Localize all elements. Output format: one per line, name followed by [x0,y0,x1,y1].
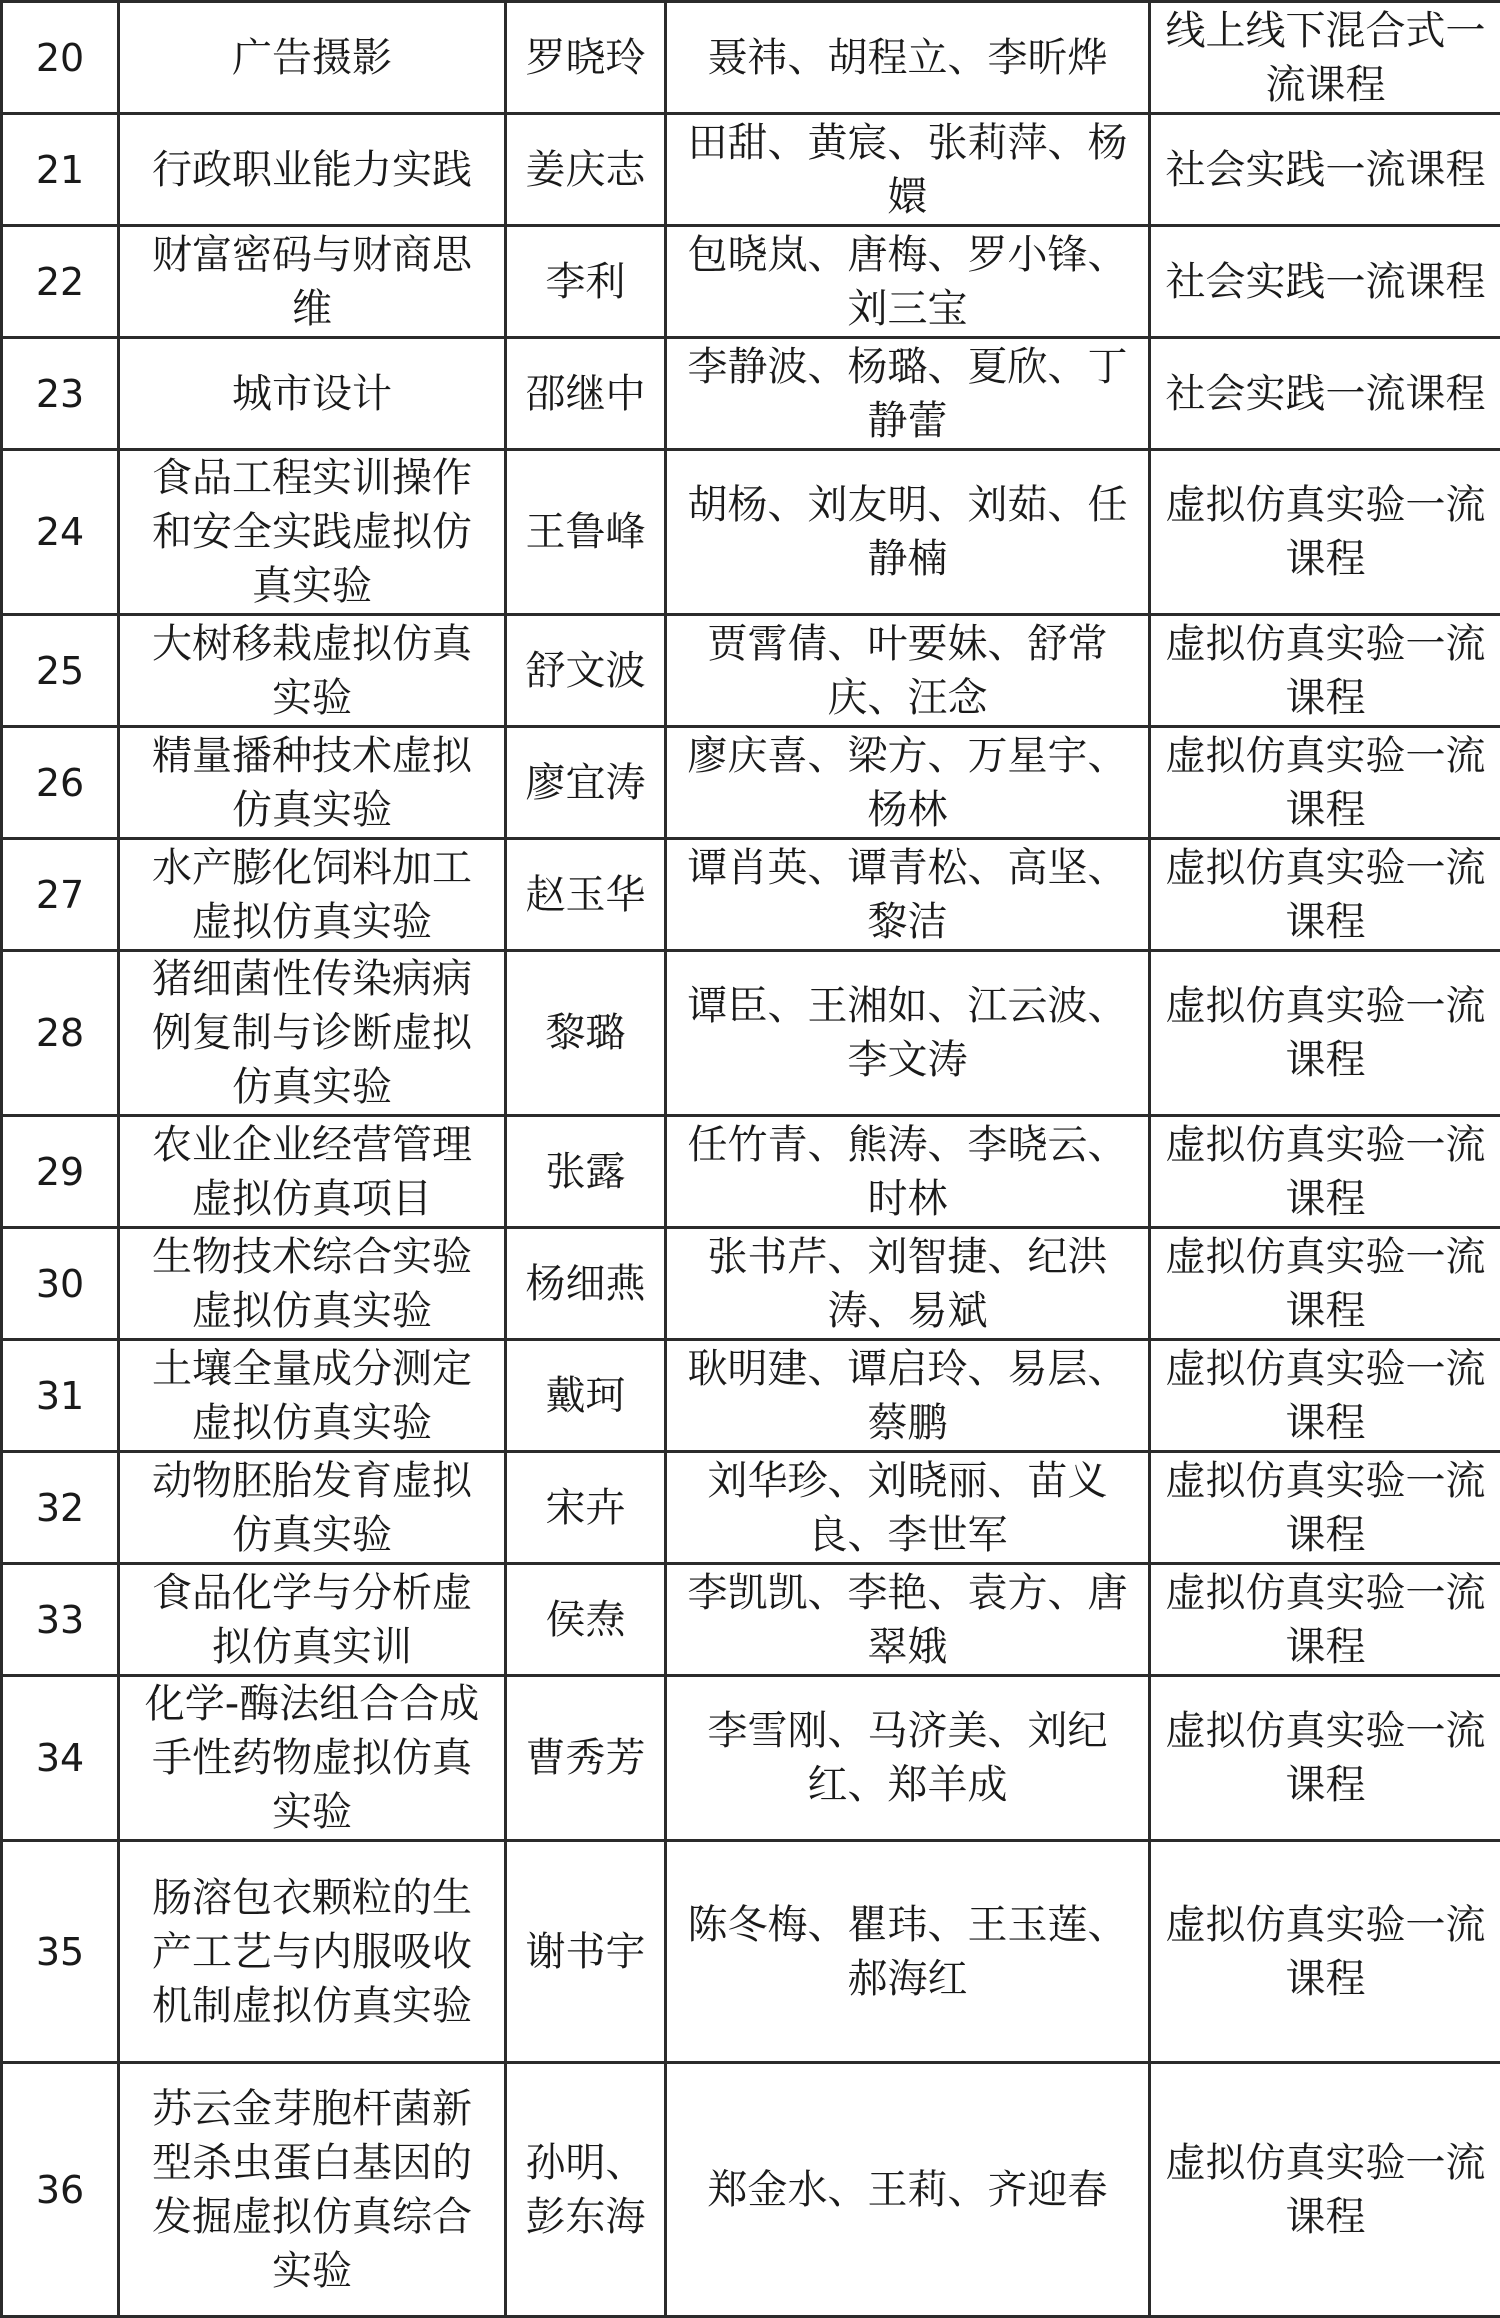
course-category: 虚拟仿真实验一流课程 [1150,839,1500,951]
course-category: 虚拟仿真实验一流课程 [1150,2063,1500,2317]
table-row [2,839,1500,951]
table-row [2,338,1500,450]
team-members: 李凯凯、李艳、袁方、唐翠娥 [666,1564,1150,1676]
course-category: 虚拟仿真实验一流课程 [1150,1676,1500,1841]
table-row [2,226,1500,338]
course-category: 社会实践一流课程 [1150,114,1500,226]
team-members: 田甜、黄宸、张莉萍、杨嬛 [666,114,1150,226]
row-number: 22 [2,226,119,338]
course-leader: 舒文波 [506,615,666,727]
course-name: 大树移栽虚拟仿真实验 [119,615,506,727]
team-members: 贾霄倩、叶要妹、舒常庆、汪念 [666,615,1150,727]
row-number: 20 [2,2,119,114]
course-category: 虚拟仿真实验一流课程 [1150,1841,1500,2063]
table-row [2,1116,1500,1228]
course-leader: 黎璐 [506,951,666,1116]
row-number: 36 [2,2063,119,2317]
course-category: 虚拟仿真实验一流课程 [1150,727,1500,839]
course-name: 农业企业经营管理虚拟仿真项目 [119,1116,506,1228]
row-number: 34 [2,1676,119,1841]
table-row [2,951,1500,1116]
table-row [2,1340,1500,1452]
row-number: 26 [2,727,119,839]
course-leader: 戴珂 [506,1340,666,1452]
team-members: 谭臣、王湘如、江云波、李文涛 [666,951,1150,1116]
course-table-body [2,2,1500,2317]
course-leader: 宋卉 [506,1452,666,1564]
row-number: 35 [2,1841,119,2063]
team-members: 李静波、杨璐、夏欣、丁静蕾 [666,338,1150,450]
row-number: 21 [2,114,119,226]
course-name: 土壤全量成分测定虚拟仿真实验 [119,1340,506,1452]
course-leader: 孙明、彭东海 [506,2063,666,2317]
course-leader: 杨细燕 [506,1228,666,1340]
course-name: 食品化学与分析虚拟仿真实训 [119,1564,506,1676]
course-leader: 张露 [506,1116,666,1228]
row-number: 27 [2,839,119,951]
table-row [2,615,1500,727]
course-category: 虚拟仿真实验一流课程 [1150,951,1500,1116]
row-number: 33 [2,1564,119,1676]
course-category: 线上线下混合式一流课程 [1150,2,1500,114]
course-leader: 王鲁峰 [506,450,666,615]
table-row [2,1228,1500,1340]
course-category: 虚拟仿真实验一流课程 [1150,1116,1500,1228]
course-name: 猪细菌性传染病病例复制与诊断虚拟仿真实验 [119,951,506,1116]
course-category: 虚拟仿真实验一流课程 [1150,1452,1500,1564]
team-members: 廖庆喜、梁方、万星宇、杨林 [666,727,1150,839]
team-members: 李雪刚、马济美、刘纪红、郑羊成 [666,1676,1150,1841]
course-name: 肠溶包衣颗粒的生产工艺与内服吸收机制虚拟仿真实验 [119,1841,506,2063]
team-members: 郑金水、王莉、齐迎春 [666,2063,1150,2317]
table-row [2,1676,1500,1841]
row-number: 23 [2,338,119,450]
course-leader: 赵玉华 [506,839,666,951]
course-category: 社会实践一流课程 [1150,338,1500,450]
course-category: 虚拟仿真实验一流课程 [1150,615,1500,727]
course-category: 虚拟仿真实验一流课程 [1150,1228,1500,1340]
team-members: 张书芹、刘智捷、纪洪涛、易斌 [666,1228,1150,1340]
course-name: 苏云金芽胞杆菌新型杀虫蛋白基因的发掘虚拟仿真综合实验 [119,2063,506,2317]
row-number: 25 [2,615,119,727]
row-number: 28 [2,951,119,1116]
course-leader: 邵继中 [506,338,666,450]
course-name: 广告摄影 [119,2,506,114]
course-leader: 罗晓玲 [506,2,666,114]
row-number: 29 [2,1116,119,1228]
course-name: 城市设计 [119,338,506,450]
team-members: 刘华珍、刘晓丽、苗义良、李世军 [666,1452,1150,1564]
row-number: 24 [2,450,119,615]
course-leader: 廖宜涛 [506,727,666,839]
course-name: 行政职业能力实践 [119,114,506,226]
row-number: 30 [2,1228,119,1340]
table-row [2,2,1500,114]
course-category: 虚拟仿真实验一流课程 [1150,1564,1500,1676]
team-members: 谭肖英、谭青松、高坚、黎洁 [666,839,1150,951]
team-members: 胡杨、刘友明、刘茹、任静楠 [666,450,1150,615]
course-leader: 曹秀芳 [506,1676,666,1841]
course-name: 水产膨化饲料加工虚拟仿真实验 [119,839,506,951]
course-leader: 谢书宇 [506,1841,666,2063]
course-category: 虚拟仿真实验一流课程 [1150,450,1500,615]
course-name: 精量播种技术虚拟仿真实验 [119,727,506,839]
course-name: 化学-酶法组合合成手性药物虚拟仿真实验 [119,1676,506,1841]
row-number: 32 [2,1452,119,1564]
course-leader: 侯焘 [506,1564,666,1676]
team-members: 耿明建、谭启玲、易层、蔡鹏 [666,1340,1150,1452]
team-members: 任竹青、熊涛、李晓云、时林 [666,1116,1150,1228]
table-row [2,1564,1500,1676]
table-row [2,2063,1500,2317]
table-row [2,1841,1500,2063]
course-category: 虚拟仿真实验一流课程 [1150,1340,1500,1452]
course-name: 动物胚胎发育虚拟仿真实验 [119,1452,506,1564]
table-row [2,450,1500,615]
course-leader: 李利 [506,226,666,338]
team-members: 陈冬梅、瞿玮、王玉莲、郝海红 [666,1841,1150,2063]
course-leader: 姜庆志 [506,114,666,226]
team-members: 聂祎、胡程立、李昕烨 [666,2,1150,114]
course-name: 食品工程实训操作和安全实践虚拟仿真实验 [119,450,506,615]
table-row [2,1452,1500,1564]
table-row [2,727,1500,839]
table-row [2,114,1500,226]
course-name: 财富密码与财商思维 [119,226,506,338]
course-category: 社会实践一流课程 [1150,226,1500,338]
course-name: 生物技术综合实验虚拟仿真实验 [119,1228,506,1340]
row-number: 31 [2,1340,119,1452]
team-members: 包晓岚、唐梅、罗小锋、刘三宝 [666,226,1150,338]
